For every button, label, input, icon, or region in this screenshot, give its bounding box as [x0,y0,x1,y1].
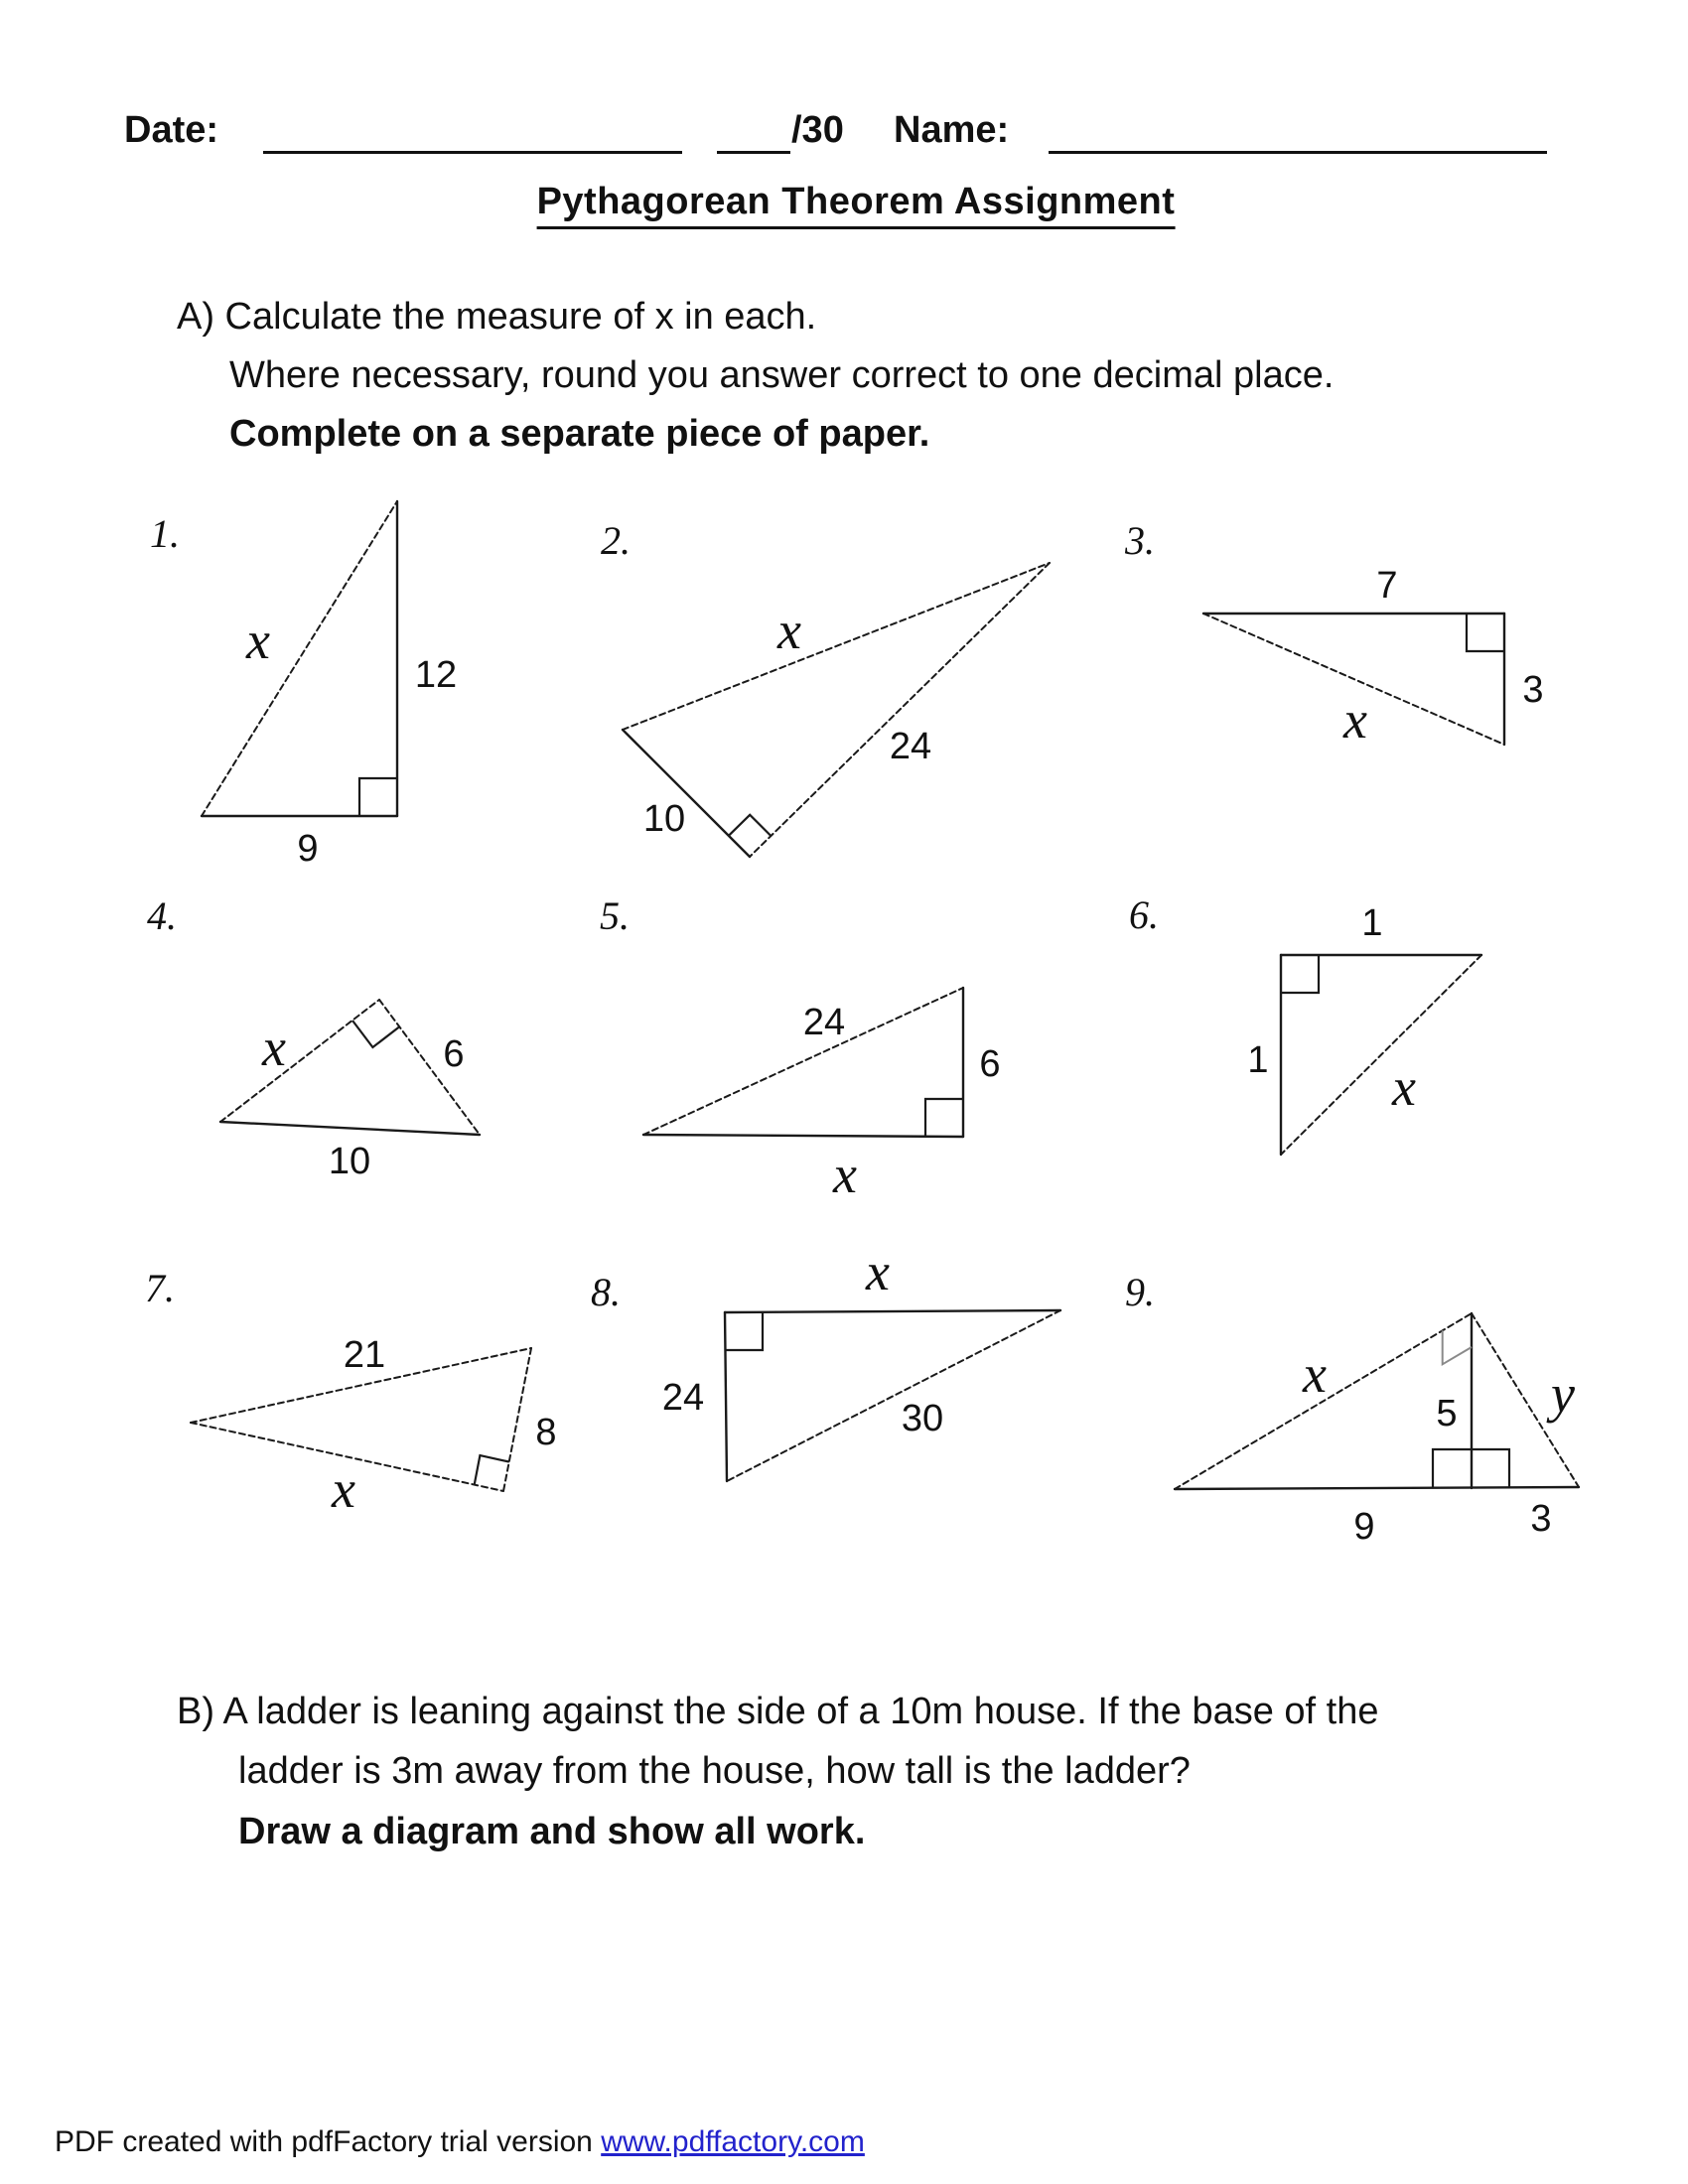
problem-2-short-leg-label: 10 [642,798,686,840]
date-label: Date: [124,109,219,151]
problem-7-right-side-label: 8 [535,1412,557,1453]
right-angle-marker [1281,955,1319,993]
problem-8-left-side-label: 24 [661,1377,705,1419]
footer-text: PDF created with pdfFactory trial version [55,2125,602,2158]
problem-5-hypotenuse-label: 24 [802,1002,846,1043]
problem-1-vertical-side-label: 12 [414,654,458,696]
problem-9-left-hypotenuse-label: x [1303,1344,1327,1404]
problem-3-number: 3. [1125,518,1155,563]
triangle-9-figure [1175,1313,1579,1489]
problem-4-base-label: 10 [328,1141,371,1182]
right-angle-marker [475,1455,509,1485]
problem-3-top-side-label: 7 [1376,565,1398,607]
problem-9-right-side-label: y [1551,1364,1575,1424]
problem-2-hypotenuse-label: x [777,601,801,660]
problem-1-number: 1. [150,511,180,556]
triangle-1-figure [202,501,397,816]
triangle-8-figure [725,1310,1060,1481]
problem-4-number: 4. [147,893,177,938]
problem-6-left-side-label: 1 [1247,1039,1269,1081]
instruction-line-3: Complete on a separate piece of paper. [229,413,930,455]
problem-2-long-leg-label: 24 [889,726,932,767]
problem-4-right-side-label: 6 [443,1033,465,1075]
problem-9-number: 9. [1125,1270,1155,1314]
right-angle-marker [1467,614,1504,651]
right-angle-marker [925,1099,963,1137]
footer-link[interactable]: www.pdffactory.com [601,2125,865,2158]
score-denominator-label: /30 [791,109,844,151]
footer [55,2127,865,2157]
name-label: Name: [894,109,1010,151]
instruction-line-2: Where necessary, round you answer correct to one decimal place. [229,354,1335,396]
word-problem-line-2: ladder is 3m away from the house, how tall is the ladder? [238,1750,1191,1792]
right-angle-marker [359,778,397,816]
problem-7-base-label: x [332,1459,355,1519]
problem-6-number: 6. [1129,892,1159,937]
right-angle-marker [725,1312,763,1350]
problem-8-top-side-label: x [866,1242,890,1301]
problem-6-top-side-label: 1 [1361,902,1383,944]
problem-7-number: 7. [145,1266,175,1310]
problem-3-right-side-label: 3 [1522,669,1544,711]
triangle-6-figure [1281,955,1481,1155]
word-problem-line-1: B) A ladder is leaning against the side of a 10m house. If the base of the [177,1691,1379,1732]
triangle-4-figure [220,1000,480,1135]
problem-9-altitude-label: 5 [1436,1393,1458,1434]
problem-2-number: 2. [601,518,631,563]
problem-9-base-left-label: 9 [1353,1506,1375,1548]
problem-9-base-right-label: 3 [1530,1498,1552,1540]
problem-8-number: 8. [591,1270,621,1314]
problem-7-top-side-label: 21 [343,1334,386,1376]
problem-1-base-label: 9 [297,828,319,870]
problem-5-right-side-label: 6 [979,1043,1001,1085]
word-problem-line-3: Draw a diagram and show all work. [238,1811,866,1852]
apex-right-angle-marker [1443,1330,1472,1364]
right-angle-marker [352,1021,399,1047]
problem-1-hypotenuse-label: x [246,611,270,670]
right-angle-marker [729,815,772,836]
instruction-line-1: A) Calculate the measure of x in each. [177,296,817,338]
problem-4-left-side-label: x [262,1018,286,1077]
problem-3-hypotenuse-label: x [1343,690,1367,750]
triangle-2-figure [623,563,1050,857]
page-title-text: Pythagorean Theorem Assignment [537,181,1176,229]
problem-6-hypotenuse-label: x [1392,1057,1416,1117]
problem-8-hypotenuse-label: 30 [901,1398,944,1439]
problem-5-base-label: x [833,1145,857,1204]
problem-5-number: 5. [600,893,630,938]
